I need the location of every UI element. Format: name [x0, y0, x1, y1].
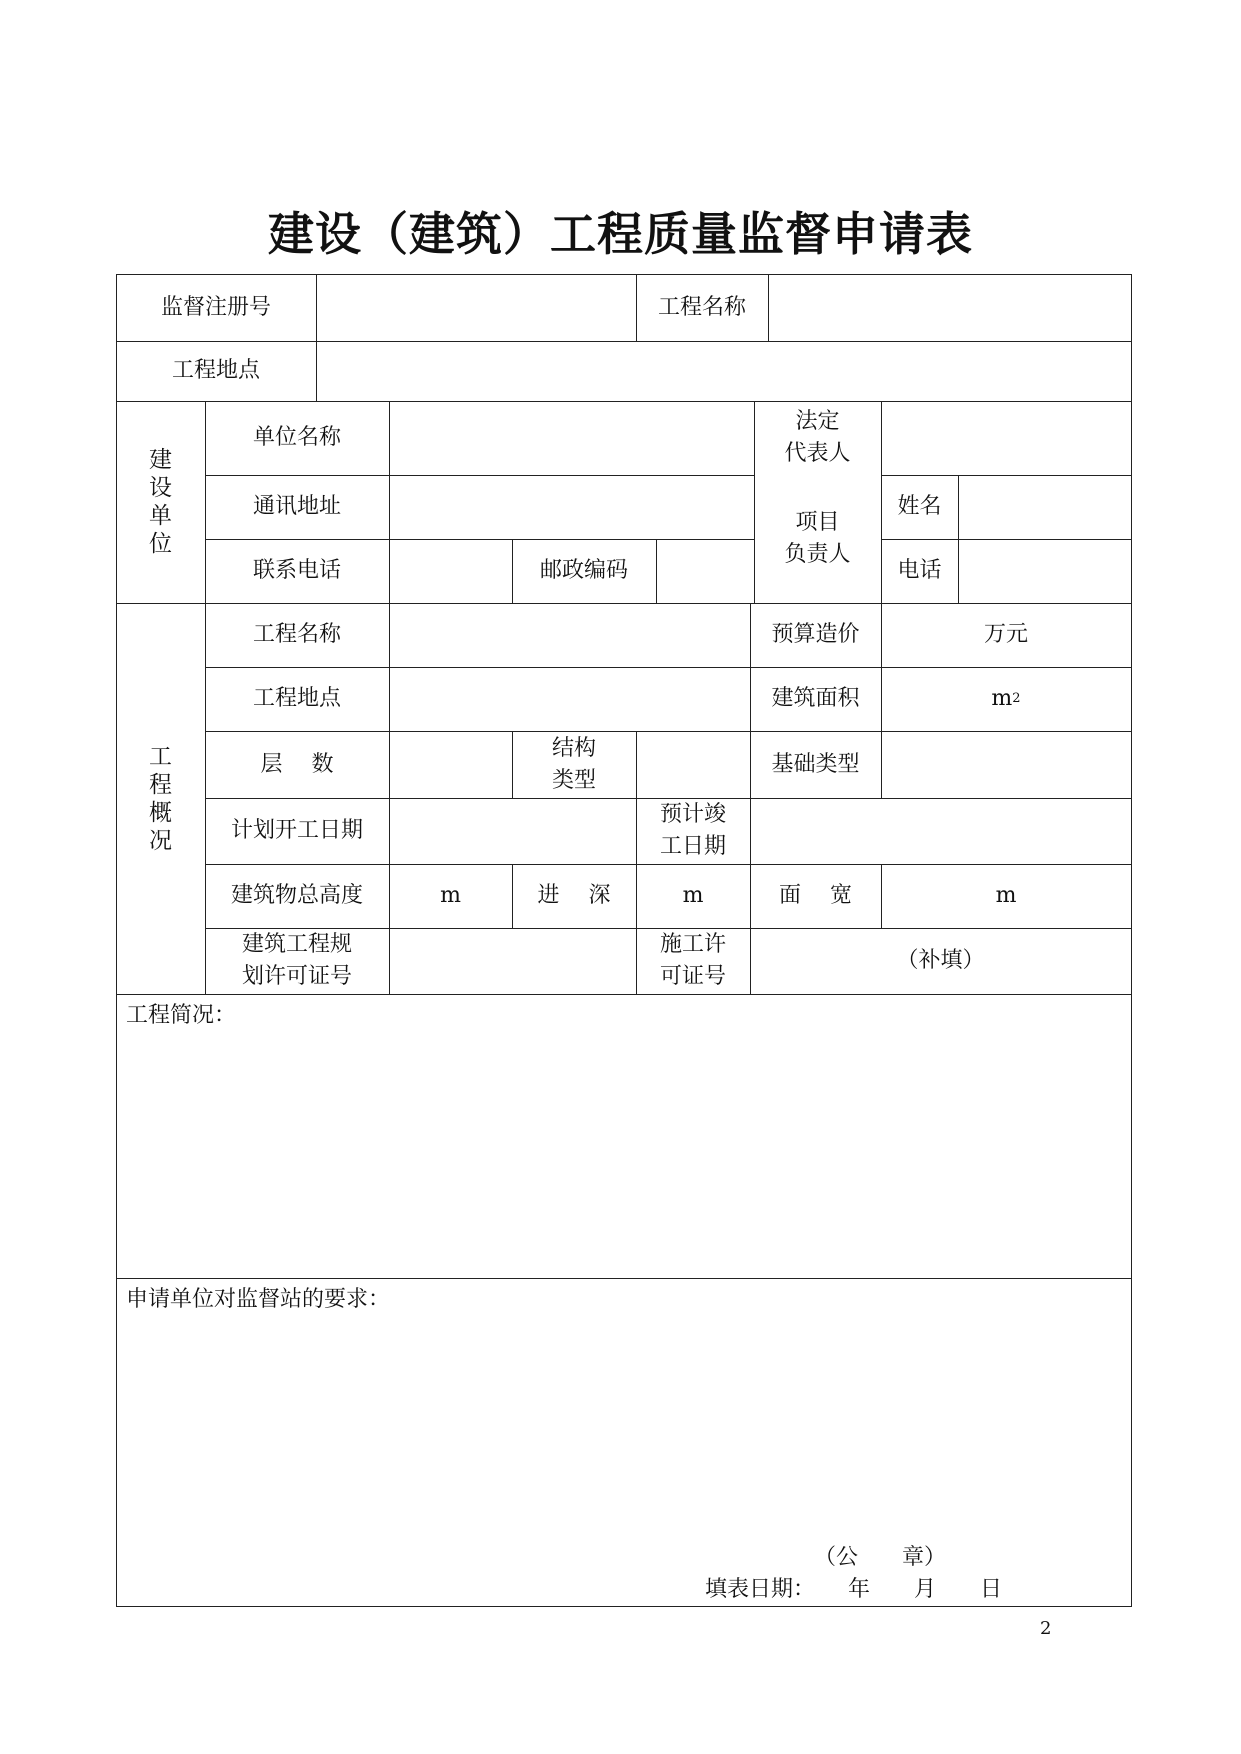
budget-field[interactable]: 万元	[983, 622, 1028, 647]
project-manager-label	[754, 475, 881, 603]
pm-line1: 项目	[795, 510, 840, 535]
builder-char-3: 单	[149, 503, 172, 529]
form-title: 建设（建筑）工程质量监督申请表	[268, 207, 973, 261]
planned-start-field[interactable]	[390, 799, 636, 864]
budget-label: 预算造价	[771, 622, 860, 647]
area-label: 建筑面积	[771, 686, 860, 711]
project-brief-area[interactable]	[117, 1030, 1131, 1278]
legal-rep-line1: 法定	[795, 409, 840, 434]
page-number: 2	[1040, 1618, 1052, 1639]
structure-type-field[interactable]	[637, 732, 750, 798]
completion-line1: 预计竣	[659, 802, 726, 827]
builder-char-1: 建	[149, 447, 172, 473]
floors-label: 层 数	[260, 751, 334, 777]
project-location-field[interactable]	[317, 342, 1131, 401]
legal-rep-field[interactable]	[882, 402, 1131, 475]
area-unit: m	[991, 686, 1013, 711]
planned-completion-label	[636, 798, 750, 864]
postcode-label: 邮政编码	[539, 558, 628, 583]
building-height-field[interactable]: m	[440, 883, 461, 908]
pm-name-field[interactable]	[959, 476, 1131, 539]
contact-phone-field[interactable]	[390, 540, 512, 603]
overview-char-4: 况	[149, 827, 172, 854]
overview-name-field[interactable]	[390, 604, 750, 667]
project-location-label: 工程地点	[171, 358, 260, 383]
builder-char-4: 位	[149, 531, 172, 557]
overview-location-label: 工程地点	[252, 686, 341, 711]
building-height-label: 建筑物总高度	[230, 883, 363, 908]
permit-line2: 可证号	[659, 964, 726, 989]
planning-permit-field[interactable]	[390, 929, 636, 994]
foundation-label: 基础类型	[771, 751, 860, 777]
address-field[interactable]	[390, 476, 754, 539]
completion-line2: 工日期	[659, 834, 726, 859]
legal-rep-label	[754, 401, 881, 475]
unit-name-label: 单位名称	[252, 425, 341, 450]
overview-group-label	[116, 603, 205, 994]
pm-name-label: 姓名	[897, 494, 942, 519]
postcode-field[interactable]	[657, 540, 754, 603]
planning-line1: 建筑工程规	[241, 932, 352, 957]
seal-label: （公 章）	[814, 1545, 947, 1570]
pm-line2: 负责人	[784, 542, 851, 567]
address-label: 通讯地址	[252, 494, 341, 519]
legal-rep-line2: 代表人	[784, 441, 851, 466]
construction-permit-field[interactable]: （补填）	[896, 948, 985, 973]
unit-name-field[interactable]	[390, 402, 754, 475]
builder-group-label	[116, 401, 205, 603]
width-label: 面 宽	[779, 883, 852, 908]
builder-char-2: 设	[149, 475, 172, 501]
planned-start-label: 计划开工日期	[230, 818, 363, 843]
width-field[interactable]: m	[995, 883, 1017, 908]
overview-char-1: 工	[149, 743, 172, 770]
structure-type-label	[512, 731, 636, 798]
fill-date-label: 填表日期： 年 月 日	[705, 1577, 1003, 1602]
overview-char-2: 程	[149, 771, 172, 798]
floors-field[interactable]	[390, 732, 512, 798]
depth-label: 进 深	[537, 883, 611, 908]
area-unit-sup: 2	[1012, 691, 1021, 706]
request-label: 申请单位对监督站的要求：	[126, 1287, 391, 1312]
structure-line1: 结构	[551, 735, 596, 761]
construction-permit-label	[636, 928, 750, 994]
contact-phone-label: 联系电话	[252, 558, 341, 583]
pm-phone-field[interactable]	[959, 540, 1131, 603]
reg-no-label: 监督注册号	[160, 294, 271, 320]
overview-char-3: 概	[149, 799, 172, 826]
request-area[interactable]	[117, 1314, 1131, 1534]
area-field[interactable]	[881, 667, 1131, 731]
structure-line2: 类型	[551, 767, 596, 793]
pm-phone-label: 电话	[897, 558, 942, 583]
overview-name-label: 工程名称	[252, 622, 341, 647]
overview-location-field[interactable]	[390, 668, 750, 731]
foundation-field[interactable]	[882, 732, 1131, 798]
project-name-field[interactable]	[769, 275, 1131, 341]
planning-permit-label	[205, 928, 389, 994]
planning-line2: 划许可证号	[241, 964, 352, 989]
project-name-label: 工程名称	[657, 294, 746, 320]
planned-completion-field[interactable]	[751, 799, 1131, 864]
depth-field[interactable]: m	[682, 883, 704, 908]
permit-line1: 施工许	[659, 932, 726, 957]
project-brief-label: 工程简况：	[126, 1003, 237, 1028]
reg-no-field[interactable]	[317, 275, 636, 341]
